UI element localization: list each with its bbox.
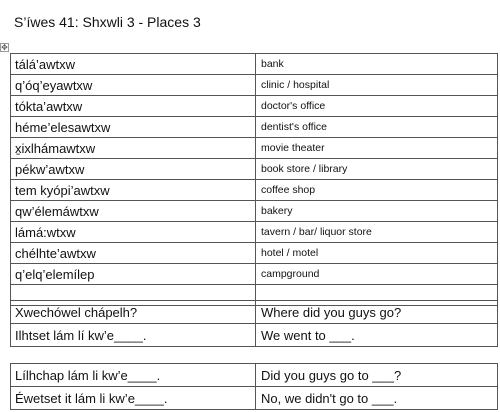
phrase-source: Ilhtset lám lí kw’e____. [11,324,256,347]
vocab-word: chélhte’awtxw [11,243,256,264]
vocab-word: héme’elesawtxw [11,117,256,138]
vocab-word: tókta’awtxw [11,96,256,117]
phrase-translation: We went to ___. [256,324,498,347]
vocab-meaning: book store / library [256,159,498,180]
table-row [11,222,498,243]
phrase-table-did-you-go [10,363,498,410]
phrase-translation: Did you guys go to ___? [256,364,498,387]
vocab-meaning: bank [256,54,498,75]
table-row [11,364,498,387]
phrase-source: Lílhchap lám li kw’e____. [11,364,256,387]
table-row [11,159,498,180]
phrase-translation: Where did you guys go? [256,301,498,324]
table-row [11,75,498,96]
vocab-word: qw’élemáwtxw [11,201,256,222]
table-row [11,324,498,347]
table-row [11,301,498,324]
vocab-meaning: hotel / motel [256,243,498,264]
table-row [11,138,498,159]
table-row [11,243,498,264]
vocab-word: x̱ixlhámawtxw [11,138,256,159]
phrase-source: Xwechówel chápelh? [11,301,256,324]
vocab-word: tem kyópi’awtxw [11,180,256,201]
table-row [11,117,498,138]
vocab-word: tálá’awtxw [11,54,256,75]
table-row [11,387,498,410]
phrase-table-where [10,300,498,347]
vocab-meaning: doctor's office [256,96,498,117]
vocab-meaning: campground [256,264,498,285]
vocab-meaning: dentist's office [256,117,498,138]
table-row [11,180,498,201]
table-move-handle-icon[interactable]: ✥ [1,43,8,52]
vocab-word: pékw’awtxw [11,159,256,180]
page-title: S’íwes 41: Shxwli 3 - Places 3 [14,14,201,30]
phrase-translation: No, we didn't go to ___. [256,387,498,410]
vocab-meaning: movie theater [256,138,498,159]
phrase-source: Éwetset it lám li kw’e____. [11,387,256,410]
vocab-meaning: bakery [256,201,498,222]
vocab-meaning: clinic / hospital [256,75,498,96]
table-row [11,264,498,285]
vocab-word: q’óq’eyawtxw [11,75,256,96]
vocab-meaning: tavern / bar/ liquor store [256,222,498,243]
vocab-word: q’elq’elemílep [11,264,256,285]
vocabulary-table [10,53,498,306]
vocab-meaning: coffee shop [256,180,498,201]
table-row [11,54,498,75]
table-row [11,96,498,117]
table-row [11,201,498,222]
vocab-word: lámá:wtxw [11,222,256,243]
